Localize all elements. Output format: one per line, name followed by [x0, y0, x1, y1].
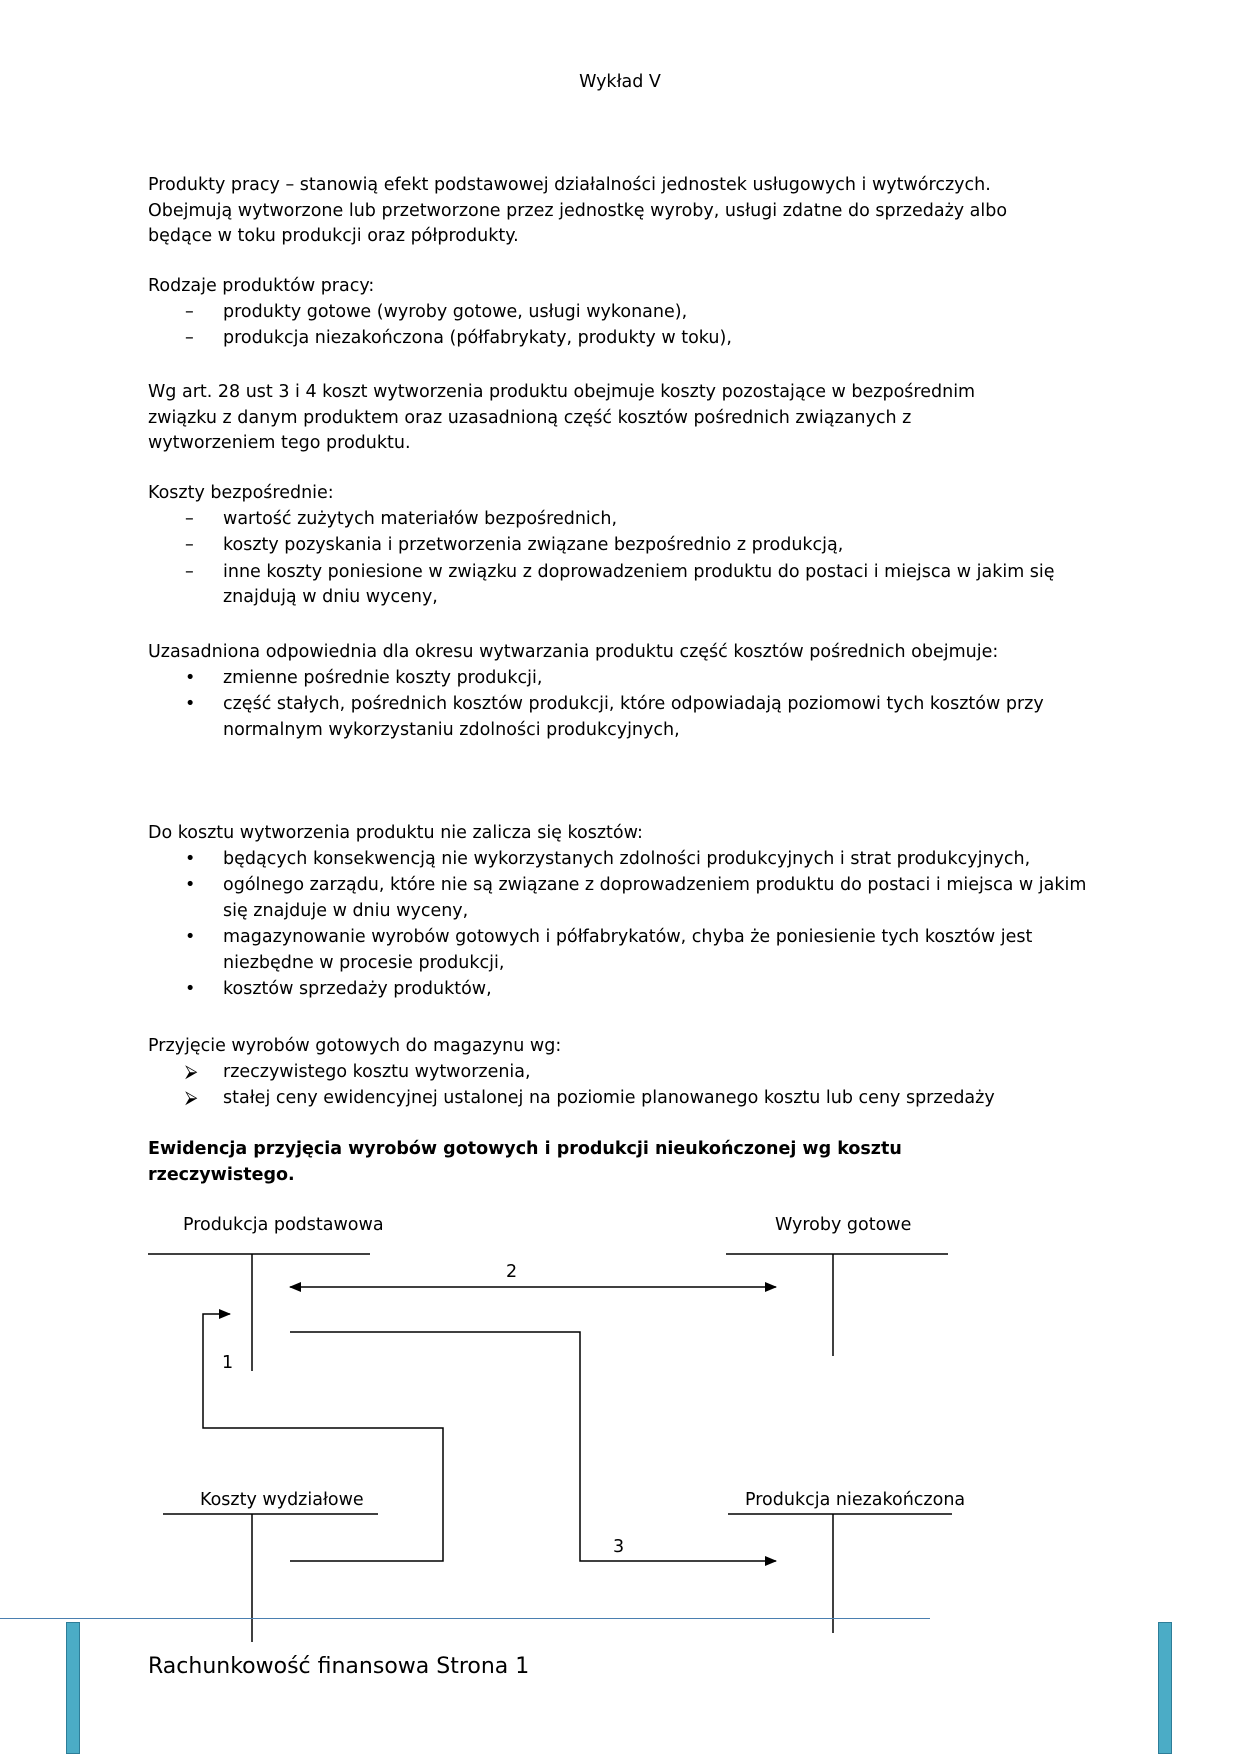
section-heading: Rodzaje produktów pracy: — [148, 276, 375, 296]
footer-text: Rachunkowość finansowa Strona 1 — [148, 1654, 530, 1679]
flow-label-2: 2 — [506, 1262, 518, 1282]
arrow-bullet-icon: ⮚ — [185, 1061, 198, 1082]
list-item: – produkcja niezakończona (półfabrykaty, produkty w toku), — [148, 326, 1098, 352]
list-item: • zmienne pośrednie koszty produkcji, — [148, 666, 1098, 692]
account-label-koszty-wydzialowe: Koszty wydziałowe — [200, 1490, 364, 1510]
bullet-icon: • — [185, 694, 196, 714]
account-label-produkcja-podstawowa: Produkcja podstawowa — [183, 1215, 384, 1235]
footer-left-bar — [66, 1622, 80, 1754]
section-heading: Uzasadniona odpowiednia dla okresu wytwarzania produktu część kosztów pośrednich obejmuje: — [148, 642, 999, 662]
footer-divider — [0, 1618, 930, 1619]
section-heading: Przyjęcie wyrobów gotowych do magazynu wg: — [148, 1036, 562, 1056]
bullet-icon: • — [185, 979, 196, 999]
text-line: Wg art. 28 ust 3 i 4 koszt wytworzenia produktu obejmuje koszty pozostające w bezpośrednim — [148, 382, 976, 402]
section-heading: Koszty bezpośrednie: — [148, 483, 334, 503]
arrow-bullet-icon: ⮚ — [185, 1088, 198, 1108]
text-line: rzeczywistego. — [148, 1164, 295, 1185]
text-line: Obejmują wytworzone lub przetworzone przez jednostkę wyroby, usługi zdatne do sprzedaży albo — [148, 200, 1008, 221]
list-item: – inne koszty poniesione w związku z doprowadzeniem produktu do postaci i miejsca w jakim się znajdują w dniu wyceny, — [185, 561, 1055, 607]
text-line: wytworzeniem tego produktu. — [148, 433, 411, 453]
dash-icon: – — [185, 561, 194, 582]
bullet-icon: • — [185, 848, 196, 869]
list-item: • część stałych, pośrednich kosztów produkcji, które odpowiadają poziomowi tych kosztów przy normalnym wykorzystaniu zdolności produkcyjnych, — [185, 694, 1044, 740]
list-item: • ogólnego zarządu, które nie są związane z doprowadzeniem produktu do postaci i miejsca w jakim się znajduje w dniu wyceny, — [185, 875, 1087, 921]
section-heading: Do kosztu wytworzenia produktu nie zalicza się kosztów: — [148, 823, 643, 843]
list-item: – koszty pozyskania i przetworzenia związane bezpośrednio z produkcją, — [148, 533, 1098, 559]
text-line: Ewidencja przyjęcia wyrobów gotowych i produkcji nieukończonej wg kosztu — [148, 1139, 902, 1159]
list-item: ⮚ rzeczywistego kosztu wytworzenia, — [148, 1060, 1098, 1086]
page-title: Wykład V — [579, 72, 661, 92]
bullet-icon: • — [185, 875, 196, 895]
dash-icon: – — [185, 508, 194, 529]
list-item: ⮚ stałej ceny ewidencyjnej ustalonej na poziomie planowanego kosztu lub ceny sprzedaży — [148, 1086, 1098, 1112]
flow-label-3: 3 — [613, 1537, 625, 1557]
dash-icon: – — [185, 328, 194, 348]
list-item: – produkty gotowe (wyroby gotowe, usługi wykonane), — [148, 300, 1098, 326]
bullet-icon: • — [185, 667, 196, 688]
footer-right-bar — [1158, 1622, 1172, 1754]
flow-arrow-3 — [290, 1332, 776, 1561]
flow-label-1: 1 — [222, 1353, 234, 1373]
list-item: • magazynowanie wyrobów gotowych i półfabrykatów, chyba że poniesienie tych kosztów jest niezbędne w procesie produkcji, — [185, 927, 1033, 973]
flow-arrow-1 — [203, 1314, 443, 1561]
text-line: Produkty pracy – stanowią efekt podstawowej działalności jednostek usługowych i wytwórczych. — [148, 175, 991, 195]
text-line: związku z danym produktem oraz uzasadnioną część kosztów pośrednich związanych z — [148, 407, 912, 428]
list-item: • będących konsekwencją nie wykorzystanych zdolności produkcyjnych i strat produkcyjnych, — [148, 847, 1098, 873]
bullet-icon: • — [185, 927, 196, 947]
account-label-wyroby-gotowe: Wyroby gotowe — [775, 1215, 912, 1235]
list-item: • kosztów sprzedaży produktów, — [148, 977, 1098, 1003]
dash-icon: – — [185, 301, 194, 322]
dash-icon: – — [185, 535, 194, 555]
account-label-produkcja-niezakonczona: Produkcja niezakończona — [745, 1490, 966, 1510]
text-line: będące w toku produkcji oraz półprodukty. — [148, 226, 519, 246]
list-item: – wartość zużytych materiałów bezpośrednich, — [148, 507, 1098, 533]
